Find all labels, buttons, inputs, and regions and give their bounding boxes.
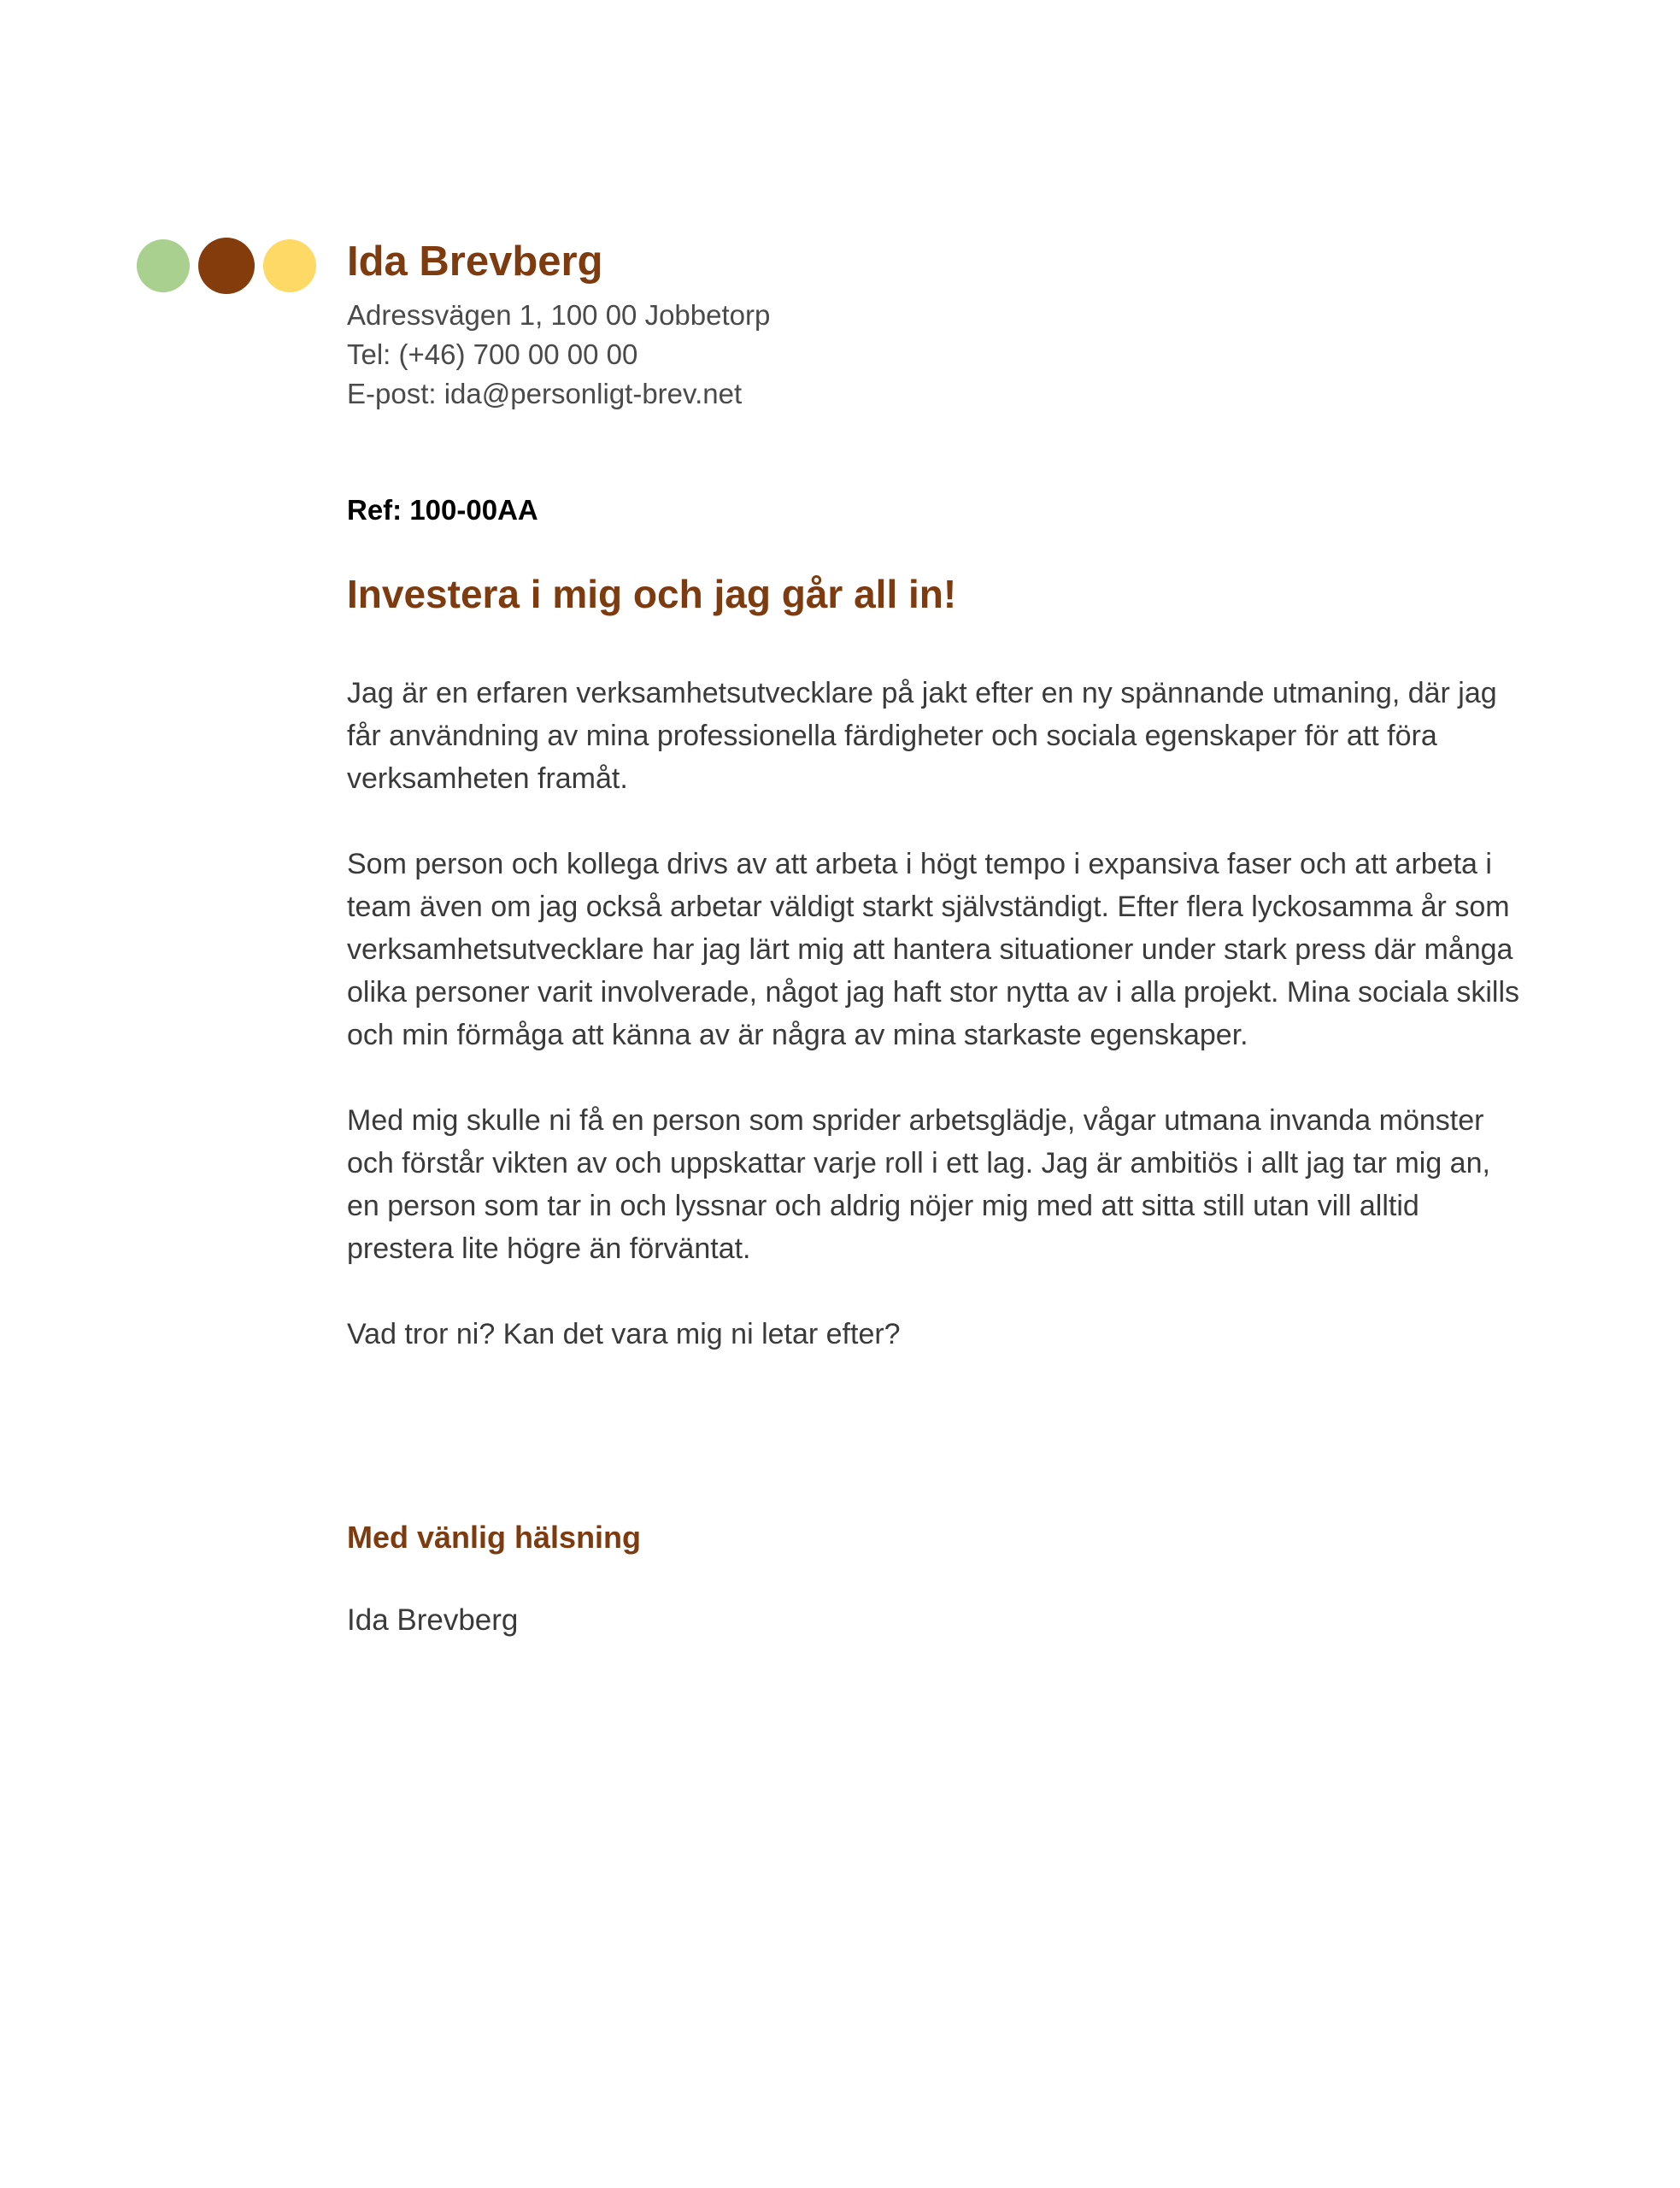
brown-circle-icon <box>198 238 255 294</box>
letter-headline: Investera i mig och jag går all in! <box>347 572 957 616</box>
body-paragraph: Vad tror ni? Kan det vara mig ni letar efter? <box>347 1318 901 1350</box>
letter-body <box>347 672 1526 1398</box>
green-circle-icon <box>137 239 190 292</box>
sender-phone: Tel: (+46) 700 00 00 00 <box>347 338 638 370</box>
sender-name: Ida Brevberg <box>347 238 603 285</box>
sender-email: E-post: ida@personligt-brev.net <box>347 378 743 409</box>
sender-address: Adressvägen 1, 100 00 Jobbetorp <box>347 299 771 331</box>
closing-greeting: Med vänlig hälsning <box>347 1520 642 1555</box>
signature-name: Ida Brevberg <box>347 1603 519 1637</box>
body-paragraph: Som person och kollega drivs av att arbeta i högt tempo i expansiva faser och att arbeta i team även om jag också arbetar väldigt starkt självständigt. Efter flera lyckosamma år som verksamhetsutvecklare har jag lärt mig att hantera situationer under stark press där många olika personer varit involverade, något jag haft stor nytta av i alla projekt. Mina sociala skills och min förmåga att känna av är några av mina starkaste egenskaper. <box>347 848 1520 1051</box>
body-paragraph: Jag är en erfaren verksamhetsutvecklare på jakt efter en ny spännande utmaning, där jag får användning av mina professionella färdigheter och sociala egenskaper för att föra verksamheten framåt. <box>347 677 1497 795</box>
contact-block <box>347 296 770 414</box>
yellow-circle-icon <box>263 239 316 292</box>
body-paragraph: Med mig skulle ni få en person som sprider arbetsglädje, vågar utmana invanda mönster och förstår vikten av och uppskattar varje roll i ett lag. Jag är ambitiös i allt jag tar mig an, en person som tar in och lyssnar och aldrig nöjer mig med att sitta still utan vill alltid prestera lite högre än förväntat. <box>347 1104 1490 1265</box>
reference-number: Ref: 100-00AA <box>347 494 538 526</box>
